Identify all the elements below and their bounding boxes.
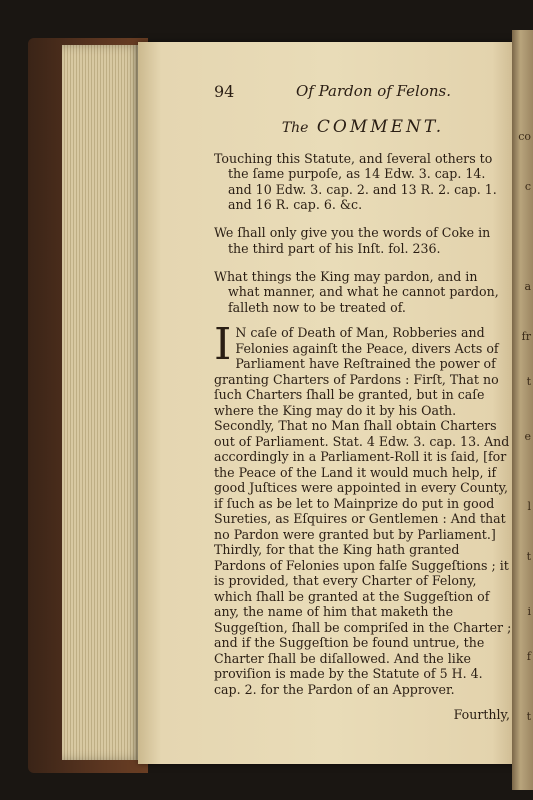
section-title <box>214 117 512 137</box>
body-paragraph <box>214 319 512 697</box>
body-text: N caſe of Death of Man, Robberies and Felonies againſt the Peace, divers Acts of Parliament have Reſtrained the power of granting Charters of Pardons : Firſt, That no ſuch Charters ſhall be granted, but in caſe where the King may do it by his Oath. Secondly, That no Man ſhall obtain Charters out of Parliament. Stat. 4 Edw. 3. cap. 13. And accordingly in a Parliament-Roll it is ſaid, [for the Peace of the Land it would much help, if good Juſtices were appointed in every County, if ſuch as be let to Mainprize do put in good Sureties, as Eſquires or Gentlemen : And that no Pardon were granted but by Parliament.] Thirdly, for that the King hath granted Pardons of Felonies upon falſe Suggeſtions ; it is provided, that every Charter of Felony, which ſhall be granted at the Suggeſtion of any, the name of him that maketh the Suggeſtion, ſhall be compriſed in the Charter ; and if the Suggeſtion be found untrue, the Charter ſhall be diſallowed. And the like proviſion is made by the Statute of 5 H. 4. cap. 2. for the Pardon of an Approver. <box>214 325 512 697</box>
next-page-fragment: t <box>526 375 531 388</box>
page-edges <box>62 45 142 760</box>
paragraph: Touching this Statute, and ſeveral others to the ſame purpoſe, as 14 Edw. 3. cap. 14. and 10 Edw. 3. cap. 2. and 13 R. 2. cap. 1. and 16 R. cap. 6. &c. <box>214 150 497 212</box>
next-page-fragment: e <box>524 430 531 443</box>
next-page-fragment: t <box>526 550 531 563</box>
paragraph: What things the King may pardon, and in what manner, and what he cannot pardon, falleth now to be treated of. <box>214 268 499 315</box>
drop-cap: I <box>214 319 232 371</box>
title-prefix: The <box>281 120 309 136</box>
paragraph: We ſhall only give you the words of Coke in the third part of his Inſt. fol. 236. <box>214 225 491 256</box>
next-page-fragment: c <box>524 180 531 193</box>
page-text <box>214 84 512 723</box>
catchword: Fourthly, <box>453 707 510 723</box>
next-page-edge <box>512 30 533 790</box>
next-page-fragment: a <box>524 280 531 293</box>
page-number: 94 <box>214 82 235 101</box>
next-page-fragment: f <box>526 650 531 663</box>
next-page-fragment: t <box>526 710 531 723</box>
next-page-fragment: l <box>527 500 531 513</box>
page-header <box>214 84 512 106</box>
next-page-fragment: fr <box>521 330 531 343</box>
running-title: Of Pardon of Felons. <box>296 82 451 100</box>
next-page-fragment: i <box>527 605 531 618</box>
next-page-fragment: co <box>518 130 531 143</box>
title-main: COMMENT. <box>316 117 445 137</box>
